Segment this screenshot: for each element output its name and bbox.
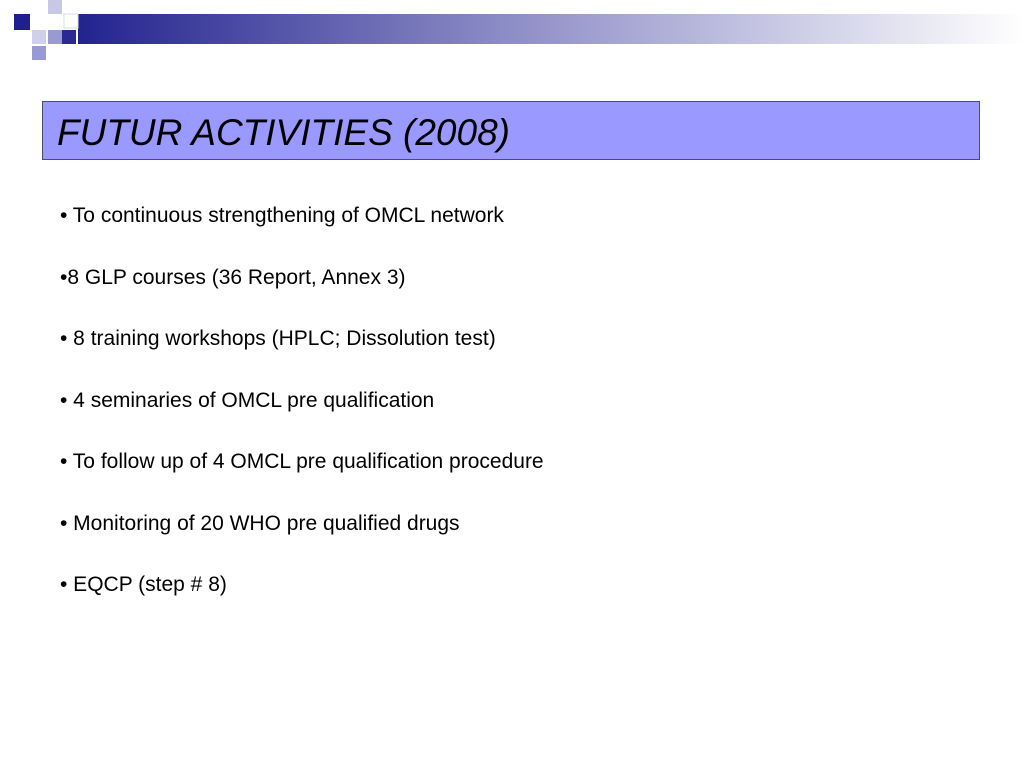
bullet-item: • To continuous strengthening of OMCL network [60,204,504,227]
title-box [42,101,980,160]
bullet-list [60,200,544,631]
header-decoration-graphic [0,0,1024,64]
bullet-item: • To follow up of 4 OMCL pre qualification procedure [60,450,544,473]
bullet-item: • Monitoring of 20 WHO pre qualified drugs [60,511,460,535]
decor-square-light [48,0,62,14]
decor-square-mid [48,30,62,44]
decor-square-mid [32,46,46,60]
bullet-item: •8 GLP courses (36 Report, Annex 3) [60,265,406,289]
slide-title: FUTUR ACTIVITIES (2008) [57,112,510,153]
header-gradient-band [78,14,1024,44]
decor-square-dark [14,14,30,30]
bullet-item: • EQCP (step # 8) [60,573,227,596]
decor-square-light [64,14,78,28]
bullet-item: • 8 training workshops (HPLC; Dissolution test) [60,327,496,350]
header-decoration [0,0,1024,64]
decor-square-dark [62,30,76,44]
bullet-item: • 4 seminaries of OMCL pre qualification [60,388,435,412]
decor-square-light [32,30,46,44]
